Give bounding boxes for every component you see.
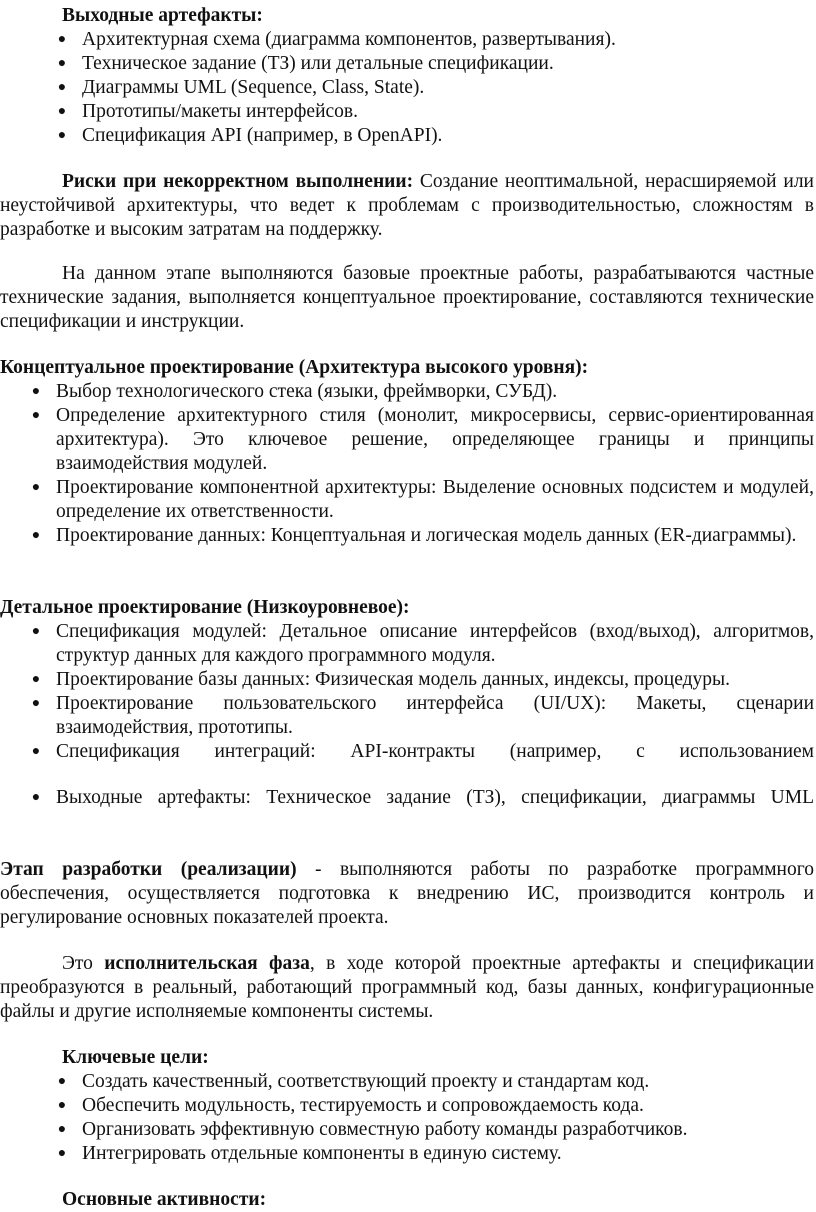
risks-label: Риски при некорректном выполнении: [62,171,414,192]
bullet-icon: ● [31,384,41,399]
list-item-text: Выбор технологического стека (языки, фреймворки, СУБД). [56,381,558,402]
bullet-icon: ● [31,672,41,687]
exec-phase-text: , в ходе которой проектные артефакты и спецификации преобразуются в реальный, работающий программный код, базы данных, конфигурационные файлы и другие исполняемые компоненты системы. [0,953,814,1022]
exec-phase-prefix: Это [62,953,105,974]
section-heading-detailed: Детальное проектирование (Низкоуровневое): [0,597,410,618]
list-item-text: Спецификация API (например, в OpenAPI). [82,125,443,146]
exec-phase-bold: исполнительская фаза [104,953,310,974]
bullet-icon: ● [31,744,41,759]
list-item-text: Интегрировать отдельные компоненты в единую систему. [82,1143,562,1164]
list-item-text: Проектирование пользовательского интерфейса (UI/UX): Макеты, сценарии взаимодействия, прототипы. [56,693,814,738]
bullet-icon: ● [57,32,67,47]
list-item-text: Техническое задание (ТЗ) или детальные спецификации. [82,53,554,74]
section-heading-artifacts: Выходные артефакты: [62,5,263,26]
list-item-text: Проектирование данных: Концептуальная и логическая модель данных (ER-диаграммы). [56,525,797,546]
bullet-icon: ● [57,104,67,119]
bullet-icon: ● [57,1098,67,1113]
bullet-icon: ● [31,528,41,543]
list-item-text: Спецификация интеграций: API-контракты (например, с использованием [56,741,814,762]
bullet-icon: ● [31,790,41,805]
exec-phase-paragraph [0,952,814,1024]
bullet-icon: ● [57,1074,67,1089]
list-item-text: Спецификация модулей: Детальное описание интерфейсов (вход/выход), алгоритмов, структур данных для каждого программного модуля. [56,621,814,666]
bullet-icon: ● [31,624,41,639]
bullet-icon: ● [31,408,41,423]
bullet-icon: ● [31,480,41,495]
section-heading-activities: Основные активности: [62,1189,267,1210]
risks-text: Создание неоптимальной, нерасширяемой или неустойчивой архитектуры, что ведет к проблемам с производительностью, сложностям в разработке и высоким затратам на поддержку. [0,171,814,240]
list-item-text: Создать качественный, соответствующий проекту и стандартам код. [82,1071,650,1092]
list-item-text: Определение архитектурного стиля (монолит, микросервисы, сервис-ориентированная архитектура). Это ключевое решение, определяющее границы и принципы взаимодействия модулей. [56,405,814,474]
bullet-icon: ● [57,128,67,143]
bullet-icon: ● [57,80,67,95]
list-item-text: Диаграммы UML (Sequence, Class, State). [82,77,425,98]
list-item-text: Проектирование базы данных: Физическая модель данных, индексы, процедуры. [56,669,731,690]
bullet-icon: ● [31,696,41,711]
list-item-text: Архитектурная схема (диаграмма компонентов, развертывания). [82,29,616,50]
bullet-icon: ● [57,1146,67,1161]
list-item-text: Обеспечить модульность, тестируемость и сопровождаемость кода. [82,1095,644,1116]
bullet-icon: ● [57,56,67,71]
dev-stage-text: - выполняются работы по разработке программного обеспечения, осуществляется подготовка к внедрению ИС, производится контроль и регулирование основных показателей проекта. [0,859,814,928]
list-item-text: Прототипы/макеты интерфейсов. [82,101,359,122]
section-heading-goals: Ключевые цели: [62,1047,209,1068]
bullet-icon: ● [57,1122,67,1137]
list-item-text: Проектирование компонентной архитектуры: Выделение основных подсистем и модулей, определение их ответственности. [56,477,814,522]
list-item-text: Выходные артефакты: Техническое задание (ТЗ), спецификации, диаграммы UML [56,787,814,808]
risks-paragraph [0,170,814,242]
dev-stage-paragraph [0,858,814,930]
list-item-text: Организовать эффективную совместную работу команды разработчиков. [82,1119,688,1140]
dev-stage-label: Этап разработки (реализации) [0,859,297,880]
stage-intro-paragraph: На данном этапе выполняются базовые проектные работы, разрабатываются частные технические задания, выполняется концептуальное проектирование, составляются технические спецификации и инструкции. [0,263,814,332]
section-heading-conceptual: Концептуальное проектирование (Архитектура высокого уровня): [0,357,589,378]
